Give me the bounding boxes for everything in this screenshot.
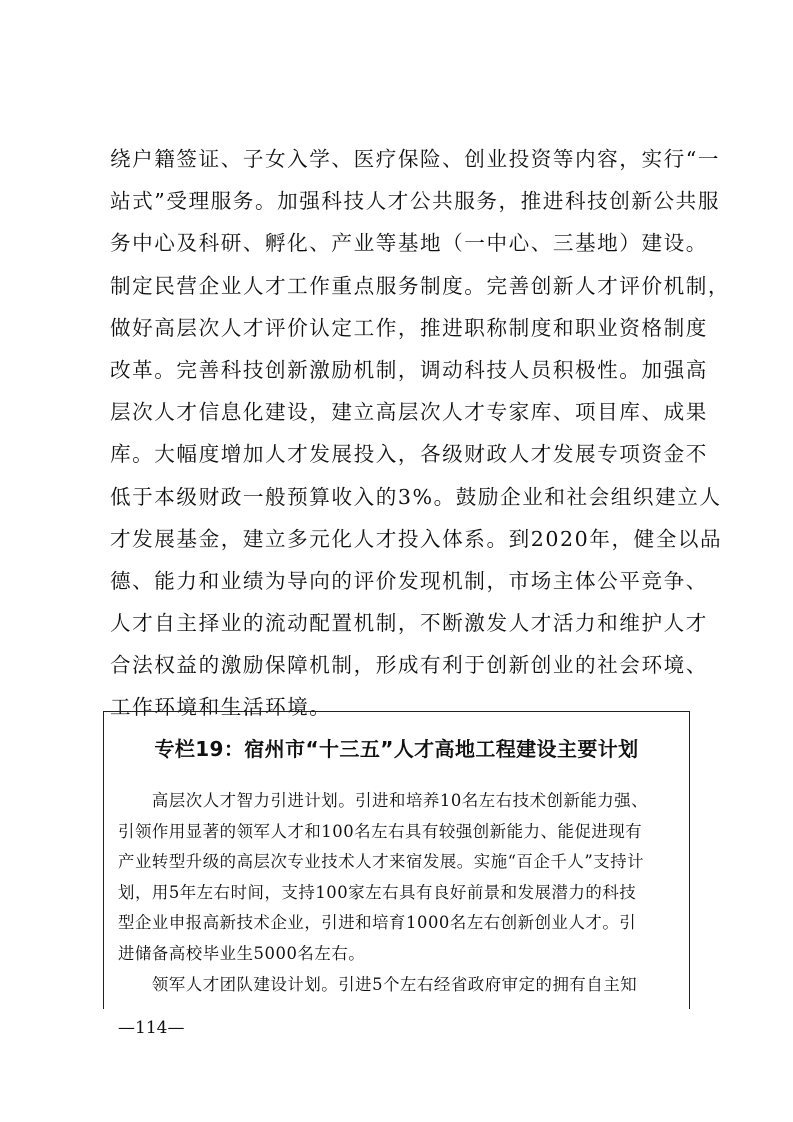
- column-box-text-line: 高层次人才智力引进计划。引进和培养10名左右技术创新能力强、: [118, 791, 649, 810]
- body-text-line: 改革。完善科技创新激励机制，调动科技人员积极性。加强高: [110, 357, 708, 382]
- column-box-text-line: 引领作用显著的领军人才和100名左右具有较强创新能力、能促进现有: [118, 821, 643, 841]
- body-text-line: 低于本级财政一般预算收入的3%。鼓励企业和社会组织建立人: [110, 484, 722, 509]
- column-box-text-line: 产业转型升级的高层次专业技术人才来宿发展。实施“百企千人”支持计: [118, 852, 645, 872]
- body-text-line: 才发展基金，建立多元化人才投入体系。到2020年，健全以品: [110, 526, 723, 551]
- column-box-text-line: 划，用5年左右时间，支持100家左右具有良好前景和发展潜力的科技: [118, 882, 637, 902]
- body-text-line: 制定民营企业人才工作重点服务制度。完善创新人才评价机制，: [110, 273, 731, 298]
- body-text-line: 工作环境和生活环境。: [110, 695, 332, 720]
- body-text-line: 合法权益的激励保障机制，形成有利于创新创业的社会环境、: [110, 653, 708, 678]
- body-text-line: 德、能力和业绩为导向的评价发现机制，市场主体公平竞争、: [110, 568, 708, 593]
- column-box-text: [118, 786, 684, 1000]
- body-text-line: 人才自主择业的流动配置机制，不断激发人才活力和维护人才: [110, 611, 708, 636]
- body-text-line: 务中心及科研、孵化、产业等基地（一中心、三基地）建设。: [110, 231, 708, 256]
- body-text-line: 绕户籍签证、子女入学、医疗保险、创业投资等内容，实行“一: [110, 147, 720, 171]
- body-text-line: 站式”受理服务。加强科技人才公共服务，推进科技创新公共服: [110, 189, 720, 214]
- column-box-text-line: 型企业申报高新技术企业，引进和培育1000名左右创新创业人才。引: [118, 913, 637, 933]
- body-text-line: 库。大幅度增加人才发展投入，各级财政人才发展专项资金不: [110, 442, 708, 467]
- column-box-title: 专栏19：宿州市“十三五”人才高地工程建设主要计划: [154, 737, 639, 761]
- column-box: [103, 711, 690, 1009]
- body-paragraph: [110, 138, 731, 729]
- column-box-text-line: 进储备高校毕业生5000名左右。: [118, 943, 366, 963]
- page-number: —114—: [118, 1018, 185, 1038]
- body-text-line: 做好高层次人才评价认定工作，推进职称制度和职业资格制度: [110, 315, 708, 340]
- body-text-line: 层次人才信息化建设，建立高层次人才专家库、项目库、成果: [110, 400, 708, 425]
- column-box-text-line: 领军人才团队建设计划。引进5个左右经省政府审定的拥有自主知: [118, 974, 638, 994]
